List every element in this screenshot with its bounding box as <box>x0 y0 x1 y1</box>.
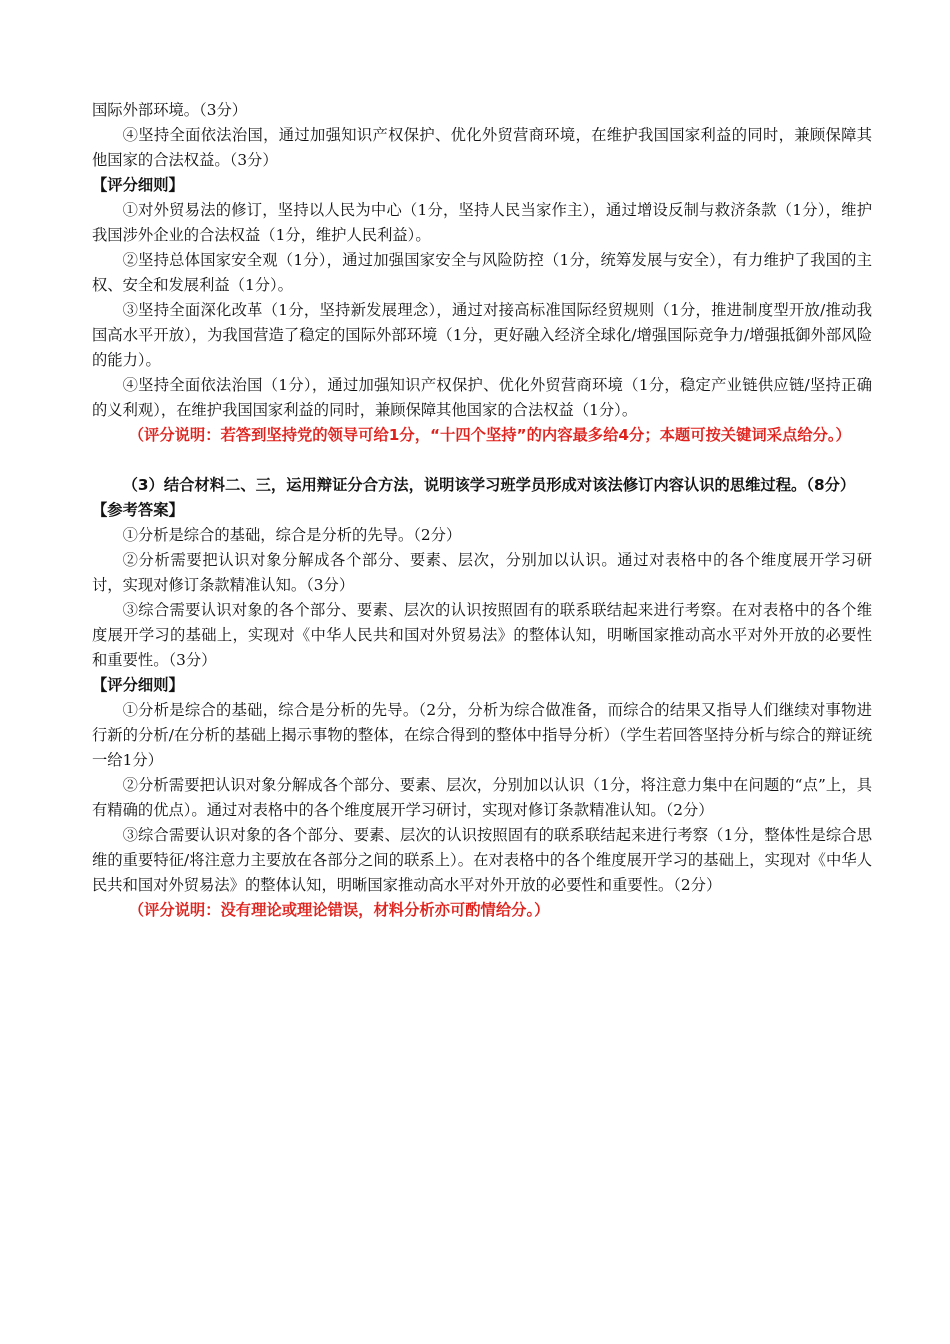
answer-item-4: ④坚持全面依法治国，通过加强知识产权保护、优化外贸营商环境，在维护我国国家利益的同时，兼顾保障其他国家的合法权益。（3分） <box>92 126 872 169</box>
scoring-item-1-3: ③坚持全面深化改革（1分，坚持新发展理念），通过对接高标准国际经贸规则（1分，推进制度型开放/推动我国高水平开放），为我国营造了稳定的国际外部环境（1分，更好融入经济全球化/增强国际竞争力/增强抵御外部风险的能力）。 <box>92 301 872 369</box>
answer-tail: 国际外部环境。（3分） <box>92 101 248 119</box>
scoring-note-2: （评分说明：没有理论或理论错误，材料分析亦可酌情给分。） <box>128 901 550 919</box>
scoring-item-1-1: ①对外贸易法的修订，坚持以人民为中心（1分，坚持人民当家作主），通过增设反制与救济条款（1分），维护我国涉外企业的合法权益（1分，维护人民利益）。 <box>92 201 872 244</box>
scoring-heading-1: 【评分细则】 <box>92 176 184 194</box>
scoring-heading-2: 【评分细则】 <box>92 676 184 694</box>
section-gap <box>92 448 872 473</box>
answer-heading: 【参考答案】 <box>92 501 184 519</box>
scoring-item-1-2: ②坚持总体国家安全观（1分），通过加强国家安全与风险防控（1分，统筹发展与安全），有力维护了我国的主权、安全和发展利益（1分）。 <box>92 251 872 294</box>
question-3: （3）结合材料二、三，运用辩证分合方法，说明该学习班学员形成对该法修订内容认识的思维过程。（8分） <box>122 476 856 494</box>
scoring-note-1: （评分说明：若答到坚持党的领导可给1分，“十四个坚持”的内容最多给4分；本题可按关键词采点给分。） <box>128 426 851 444</box>
answer-item-2-1: ①分析是综合的基础，综合是分析的先导。（2分） <box>122 526 462 544</box>
scoring-item-1-4: ④坚持全面依法治国（1分），通过加强知识产权保护、优化外贸营商环境（1分，稳定产业链供应链/坚持正确的义利观），在维护我国国家利益的同时，兼顾保障其他国家的合法权益（1分）。 <box>92 376 872 419</box>
scoring-item-2-1: ①分析是综合的基础，综合是分析的先导。（2分，分析为综合做准备，而综合的结果又指导人们继续对事物进行新的分析/在分析的基础上揭示事物的整体，在综合得到的整体中指导分析）（学生若回答坚持分析与综合的辩证统一给1分） <box>92 701 872 769</box>
answer-item-2-3: ③综合需要认识对象的各个部分、要素、层次的认识按照固有的联系联结起来进行考察。在对表格中的各个维度展开学习的基础上，实现对《中华人民共和国对外贸易法》的整体认知，明晰国家推动高水平对外开放的必要性和重要性。（3分） <box>92 601 872 669</box>
answer-item-2-2: ②分析需要把认识对象分解成各个部分、要素、层次，分别加以认识。通过对表格中的各个维度展开学习研讨，实现对修订条款精准认知。（3分） <box>92 551 872 594</box>
scoring-item-2-2: ②分析需要把认识对象分解成各个部分、要素、层次，分别加以认识（1分，将注意力集中在问题的“点”上，具有精确的优点）。通过对表格中的各个维度展开学习研讨，实现对修订条款精准认知。（2分） <box>92 776 872 819</box>
scoring-item-2-3: ③综合需要认识对象的各个部分、要素、层次的认识按照固有的联系联结起来进行考察（1分，整体性是综合思维的重要特征/将注意力主要放在各部分之间的联系上）。在对表格中的各个维度展开学习的基础上，实现对《中华人民共和国对外贸易法》的整体认知，明晰国家推动高水平对外开放的必要性和重要性。（2分） <box>92 826 872 894</box>
document-page <box>92 98 872 923</box>
